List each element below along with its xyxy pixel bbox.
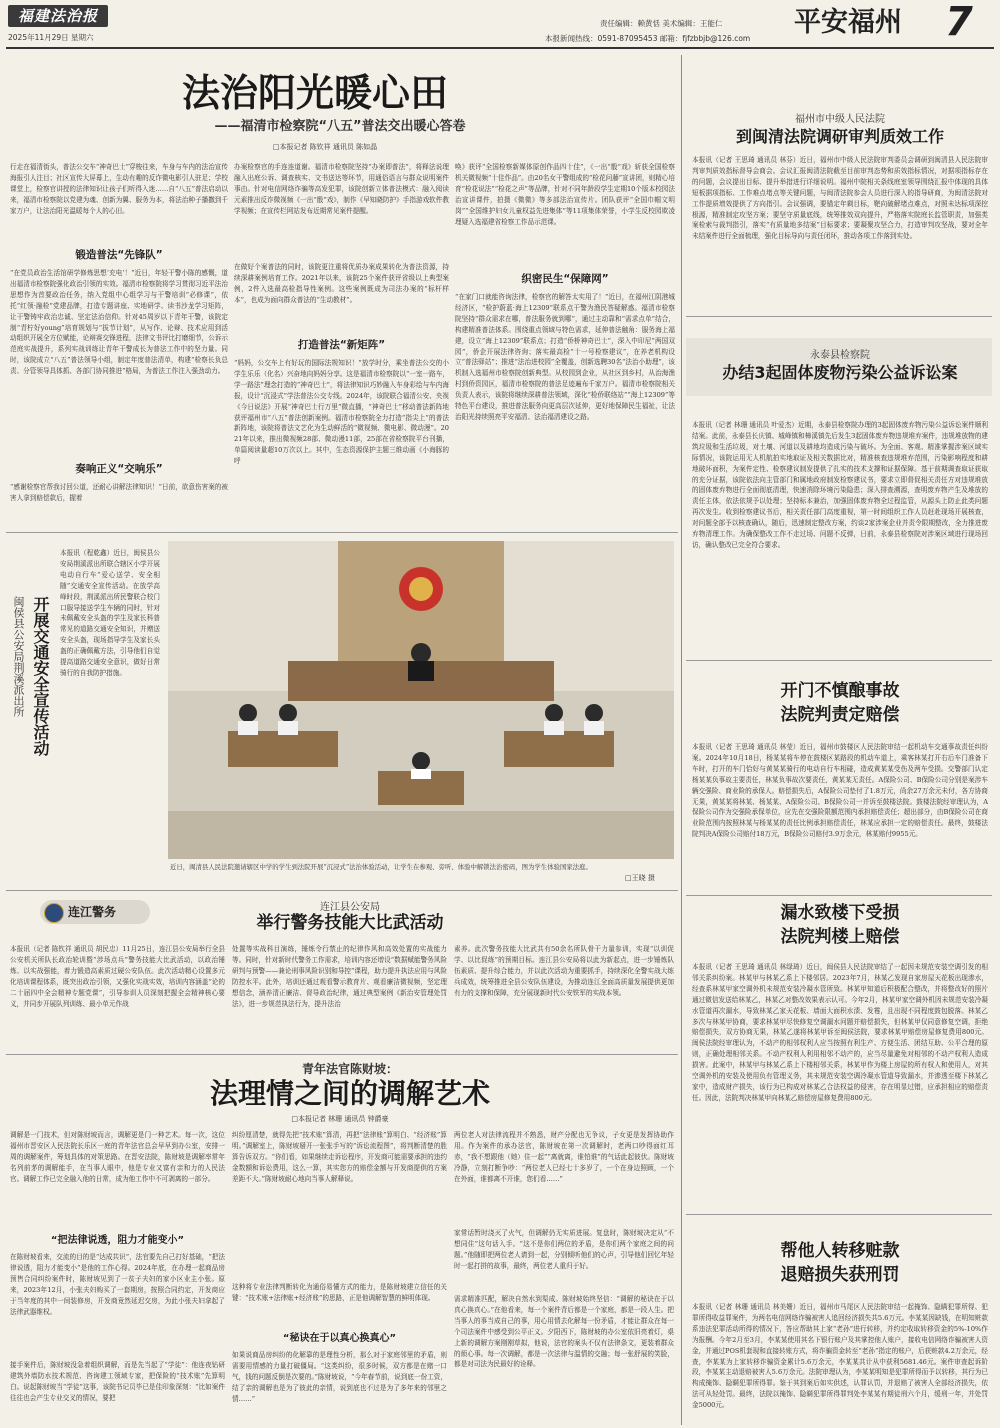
- editor-line: 责任编辑：赖黄恬 美术编辑：王能仁: [600, 19, 723, 28]
- police-badge-icon: [44, 903, 64, 923]
- lead-headline: 法治阳光暖心田: [181, 71, 448, 115]
- lead-paragraph: “在党员政治生活馆研学修炼思想‘充电’！”近日，年轻干警小陈的感慨，道出福清市检察院强化政治引领的实效。福清市检察院将学习贯彻习近平法治思想作为首要政治任务，纳入党组中心组学习与干警培训“必修课”，依托“红领·融检”党建品牌，打造专题讲座、实地研学、读书沙龙学习矩阵，让干警铸牢政治忠诚、坚定法治信仰。针对45周岁以下青年干警，该院定制“青柠好young”培育规划与“拔节计划”，从写作、论辩、技术应用到活动组织开展全方位赋能，论辩赛交锋进程，法律文书评比打磨细节，公诉示范庭实战提升，系列实战训练让青年干警成长为普法工作中的坚力量。同时，该院成立“八五”普法领导小组，制定年度普法清单，构建“检察长负总责、分管领导具体抓、各部门协同推进”格局，为普法工作注入强劲动力。: [10, 269, 228, 376]
- lianjiang-col3: 素养。此次警务技能大比武共有50余名所队骨干力量参训，实现“以训促学、以比促练”的预期目标。连江县公安局将以此为新起点，进一步锤炼队伍素质、提升综合能力，并以此次活动为重要抓手，持续深化全警实战大练兵成效，统筹推进全县公安队伍建设，为推动连江全面高质量发展提供更加有力的支撑和保障，充分展现新时代公安铁军的实战本领。: [454, 945, 674, 997]
- court-kicker: 福州市中级人民法院: [795, 114, 885, 125]
- photo-caption: 近日，闽清县人民法院邀请辖区中学的学生到法院开展“沉浸式”法治体验活动，让学生在参观、旁听、体验中解锁法治密码，图为学生体验国家法庭。: [170, 863, 592, 871]
- section-heading: 织密民生“保障网”: [521, 273, 609, 285]
- article-divider: [6, 890, 678, 891]
- section-heading: 奏响正义“交响乐”: [75, 463, 163, 475]
- courtroom-photo: [168, 541, 674, 859]
- judge-paragraph: 需求精准匹配，解决自然水到渠成。陈财坡始终坚信：“调解的秘诀在于以真心换真心。”在他看来，每一个案件背后都是一个家庭，都是一段人生。把当事人的事当成自己的事，用心用情去化解每一份矛盾，才能让群众在每一个司法案件中感受到公平正义。夕阳西下，陈财坡的办公室依旧亮着灯，桌上新的调解方案刚刚草拟，他说，法官的案头不仅有法律条文，更装着群众的烦心事。每一次调解，都是一次法律与温情的交融；每一张舒展的笑脸，都是对司法为民最好的诠释。: [454, 1295, 674, 1369]
- lianjiang-badge: [40, 900, 150, 924]
- section-heading: 锻造普法“先锋队”: [75, 249, 163, 261]
- minqing-headline: 开展交通安全宣传活动: [31, 596, 50, 756]
- judge-paragraph: 纠纷厘清楚，就得先把“技术账”算清，再把“法律账”算明白、“经济账”算明。”调解室上，陈财坡掰开一张张手写的“诉讼流程图”，将判断清楚的胜算告诉双方。“你们看，如果继续走诉讼程序，开发商可能需要承担的违约金数额和诉讼费用，这么一算，其实您方的赔偿金额与开发商提供的方案差距不大。”陈财坡耐心地向当事人解释说。: [232, 1131, 447, 1183]
- page-number: 7: [945, 0, 973, 45]
- article-divider: [686, 1214, 992, 1215]
- judge-paragraph: 这种将专业法律判断转化为通俗易懂方式的能力，是陈财坡建立信任的关键：“技术账+法律账+经济账”的思路，正是他调解智慧的鲜明体现。: [232, 1283, 447, 1302]
- lianjiang-col2: 处置等实战科目演练，锤炼令行禁止的纪律作风和高效处置的实战能力等。同时，针对新时代警务工作需求，培训内容还增设“数据赋能警务风险研判与预警——兼论刑事风险识别和导控”课程，助力提升执法应用与风险防控水平。此外，培训还通过观看警示教育片、观看廉洁微视频，坚定理想信念，涵养清正廉洁、督导政治纪律，通过典型案例《新治安管理处罚法》，进一步规范执法行为，提升法治: [232, 945, 447, 1008]
- lead-paragraph: 行走在福清街头，普法公交车“神奇巴士”穿梭往来，车身与车内的法治宣传海报引人注目；社区宣传大屏幕上，生动有趣的反诈微电影引人驻足；学校课堂上，检察官讲授的法律知识让孩子们听得入迷……自“八五”普法启动以来，福清市检察院以党建为魂、创新为翼、服务为本，将法治种子播撒到千家万户，让法治阳光温暖每个人的心田。: [10, 163, 228, 215]
- lianjiang-logo-text: 连江警务: [68, 905, 117, 919]
- judge-paragraph: 两位老人对法律流程并不熟悉，财产分配也无争议，子女更是发挥协助作用。作为案件的承办法官，陈财坡在第一次调解时，老两口吵得面红耳赤，“我不想跟他（她）住一起”“离就离，谁怕谁”的气话此起彼伏。陈财坡冷静，立刻打断争吵：“两位老人已经七十多岁了，一个在身边照顾，一个在外面，谁都离不开谁，您们看……”: [454, 1131, 674, 1183]
- negligent-headline-line1: 开门不慎酿事故: [780, 681, 900, 701]
- lead-paragraph: “妈妈，公交车上有好玩的国际法规知识！”放学时分，乘坐普法公交的小学生乐乐（化名）兴奋地向妈妈分享。这是福清市检察院以“一室一路车，学一路法”理念打造的“神奇巴士”，将法律知识巧妙融入车身彩绘与车内海报，设计“沉浸式”学法普法公交专线。2024年，该院联合福清公安、央视《今日说法》开展“神奇巴士行万里”微直播，“神奇巴士”移动普法新阵地获评福州市“八五”普法创新案例。福清市检察院全力打造“指尖上”的普法新阵地，该院将普法文艺化为生动鲜活的“微视频、微电影、微动漫”。2021年以来，推出微视频28部、微动漫11部，25部在省检察院平台刊播，单篇阅读量超10万次以上。其中，生态资源保护主题三维动画《小海豚的呼: [234, 359, 449, 466]
- fraud-headline-line2: 退赔损失获刑罚: [780, 1265, 900, 1285]
- minqing-kicker: 闽侯县公安局荆溪派出所: [12, 596, 25, 717]
- article-divider: [686, 316, 992, 317]
- yongtai-headline: 办结3起固体废物污染公益诉讼案: [722, 363, 958, 382]
- lead-subhead: ——福清市检察院“八五”普法交出暖心答卷: [214, 119, 466, 134]
- judge-headline: 法理情之间的调解艺术: [209, 1077, 490, 1110]
- lead-paragraph: 唤》获评“全国检察新媒体原创作品四十佳”，《一出“骰”戏》斩获全国检察机关微视频“十佳作品”。由20名女干警组成的“检花问藤”宣讲团，则精心培育“检花说法”“检花之声”等品牌，针对不同年龄段学生定期10个版本校园法治宣讲课件，拍摄《微微》等多部法治宣传片。团队获评“全国巾帼文明岗”“全国维护妇女儿童权益先进集体”等11项集体荣誉，小学生反校园欺凌理疑入选福建省检察工作品示范课。: [455, 163, 675, 226]
- fraud-body: 本报讯（记者 林珊 通讯员 林美姗）近日，福州市马尾区人民法院审结一起掩饰、隐瞒犯罪所得、犯罪所得收益罪案件，为两名电信网络诈骗被害人追回经济损失共5.6万元。李某某因缺钱，在明知赃款系违法犯罪活动所得的情况下，答应帮助其上家“老孙”进行转移，并约定收取转移资金的5%-10%作为报酬。今年2月至3月，李某某使用其名下银行账户及其掌控他人账户，接收电信网络诈骗被害人资金，并通过POS机套现和直接转账方式，将诈骗资金转至“老孙”指定的账户，后获赃款4.2万余元，经查，李某某为上家转移诈骗资金累计5.6万余元，李某某共计从中获利5681.46元。案件审查起诉阶段，李某某主动退赔被害人5.6万余元。法院审理认为，李某某明知是犯罪所得而予以转移，其行为已构成掩饰、隐瞒犯罪所得罪。鉴于其到案后如实供述，认罪认罚，并退赔了被害人全部经济损失，依法可从轻处罚。最终，法院以掩饰、隐瞒犯罪所得罪判处李某某有期徒刑六个月，缓刑一年，并处罚金5000元。: [692, 1303, 988, 1410]
- lead-paragraph: 在做好个案普法的同时，该院更注重将优质办案成果转化为普法资源，持续深耕案例培育工作。2021年以来，该院25个案件获评省级以上典型案例，2件入选最高检指导性案例。这些案例既成为司法办案的“标杆样本”，也成为面向群众普法的“生动教材”。: [234, 263, 449, 304]
- judge-paragraph: 家常话暂时浇灭了火气，但调解仍无实质进展。复盘时，陈财坡决定从“不想同住”这句话入手。“这不是你们两位的矛盾，是你们两个家庭之间的问题。”他随即把两位老人请到一起，分别倾听他们的心声，引导他们回忆年轻时一起打拼的故事，最终，两位老人重归于好。: [454, 1229, 674, 1270]
- issue-date: 2025年11月29日 星期六: [8, 33, 94, 42]
- lianjiang-kicker: 连江县公安局: [320, 902, 380, 913]
- photo-credit: □王晓 摄: [625, 874, 655, 882]
- lead-paragraph: “感谢检察官帮我讨回公道，还耐心讲解法律知识！”日前，欲意伤害案的被害人拿到赔偿款后，握着: [10, 483, 228, 502]
- article-divider: [686, 660, 992, 661]
- news-hotline: 本报新闻热线：0591-87095453 邮箱：fjfzbbjb@126.com: [545, 34, 751, 43]
- lianjiang-col1: 本报讯（记者 陈钦祥 通讯员 胡民忠）11月25日，连江县公安局举行全县公安机关所队长政治轮训暨“涉场点兵”警务技能大比武活动，以政治锤炼、以实战强能，着力锻造高素质过硬公安队伍。此次活动精心设置多元化培训课程体系，既突出政治引领，又强化实战实效，培训内容涵盖“论的二十届四中全会精神专题党课”，引导参训人员深刻把握全会精神核心要义，并同步开展队列训练、最小单元作战: [10, 945, 225, 1008]
- judge-paragraph: 调解是一门技术，但对陈财坡而言，调解更是门一种艺术。每一次，这位福州市晋安区人民法院长乐区一庭的青年法官总会早早到办公室，安排一周的调解案件，筹划具体的对策思路。在晋安法院，陈财坡是调解率常年名列前茅的调解能手，在当事人眼中，他是专业又富有亲和力的人民法官。调解工作已完全融入他的日常，成为他工作中不可剥离的一部分。: [10, 1131, 225, 1183]
- judge-paragraph: 在陈财坡看来，交流的目的是“达成共识”，法官要先自己打好基础，“把法律说透，阻力才能变小”是他的工作心得。2024年底，在办理一起商品房预售合同纠纷案件时，陈财坡见到了一贫子夫妇的家小区业主小张。原来，2023年12月，小张夫妇购买了一套期房，按照合同约定，开发商应于当年度的其中一间装修房，开发商竟然延迟交房，为此小张夫妇拿起了法律武器维权。: [10, 1253, 225, 1316]
- section-name: 平安福州: [794, 7, 902, 38]
- section-heading: “把法律说透，阻力才能变小”: [50, 1235, 185, 1246]
- judge-paragraph: 接手案件后，陈财坡没急着组织调解，而是先当起了“学徒”：他连夜钻研建筑外墙防水技术规范、咨询建工领域专家，把保险的“技术账”先算明白。说起陈财坡当“学徒”这事，该院书记员毕已是佳印象深刻：“比如案件往往也会产生专业交叉的情况，要把: [10, 1361, 225, 1402]
- lianjiang-headline: 举行警务技能大比武活动: [256, 913, 444, 933]
- article-divider: [6, 532, 678, 533]
- leak-body: 本报讯（记者 王思琦 通讯员 林绿琦）近日，闽侯县人民法院审结了一起因未规范安装空调引发的相邻关系纠纷案。林某甲与林某乙系上下楼邻居。2023年7月，林某乙发现自家房屋天花板出现渗水，经查系林某甲家空调外机未规范安装冷凝水管所致。林某甲知道后积极配合整改，并将整改好的照片通过微信发送给林某乙，林某乙对整改效果表示认可。今年2月，林某甲家空调外机因未规范安装冷凝水管道再次漏水，导致林某乙家天花板、墙面大面积水渍、发霉，且出现不同程度鼓包脱落。林某乙多次与林某甲协商，要求林某甲尽快修复空调漏水问题并赔偿损失，但林某甲仅同意修复空调，拒绝赔偿损失，双方协商无果，林某乙遂将林某甲诉至闽侯法院，要求林某甲赔偿房屋修复费用800元。闽侯法院经审理认为，不动产的相邻权利人应当按照有利生产、方便生活、团结互助、公平合理的原则，正确处理相邻关系。不动产权利人利用相邻不动产的，应当尽量避免对相邻的不动产权利人造成损害。此案中，林某甲与林某乙系上下楼相邻关系，林某甲作为楼上房屋的所有权人和使用人，对其空调外机的安装及使用负有管理义务，其未规范安装空调冷凝水管道导致漏水，并渗透至楼下林某乙家中，造成财产损失，该行为已构成对林某乙合法权益的侵害，存在明显过错，应承担相应的赔偿责任。因此，法院判决林某甲向林某乙赔偿房屋修复费用800元。: [692, 963, 988, 1102]
- article-divider: [6, 1054, 678, 1055]
- masthead-logo: [8, 5, 108, 27]
- judge-byline: □本报记者 林珊 通讯员 钟爵豪: [291, 1115, 389, 1123]
- leak-headline-line2: 法院判楼上赔偿: [780, 927, 900, 947]
- section-heading: “秘诀在于以真心换真心”: [282, 1333, 397, 1344]
- negligent-body: 本报讯（记者 王思琦 通讯员 林莹）近日，福州市鼓楼区人民法院审结一起机动车交通事故责任纠纷案。2024年10月18日，杨某某将车停在鼓楼区某路段的机动车道上，乘客林某打开右后车门准备下车时，打开的车门恰好与黄某某骑行的电动自行车相碰，造成黄某某受伤及两车受损。交警部门认定杨某某负事故主要责任，林某负事故次要责任，黄某某无责任。A保险公司、B保险公司分别是案涉车辆交强险、商业险的承保人。赔偿损失后，A保险公司垫付了1.8万元，尚余27万余元未付，各方协商无果，黄某某将林某、杨某某、A保险公司、B保险公司一并诉至鼓楼法院。鼓楼法院经审理认为，A保险公司作为交强险承保单位，应先在交强险限额范围内承担赔偿责任；超出部分，由B保险公司在商业险范围内按照林某与杨某某的责任比例承担赔偿责任，林某应承担一定的赔偿责任。最终，鼓楼法院判决A保险公司赔付18万元，B保险公司赔付3.9万余元，林某赔付9955元。: [692, 743, 988, 839]
- judge-paragraph: 如果说商品房纠纷的化解靠的是理性分析，那么对于家庭邻里的矛盾，则需要用情感的力量打破僵局。“这类纠纷，很多时候，双方都是在赌一口气，钱的问题反倒是次要的。”陈财坡说，“今年春节前，说到底一份工资，结了亲的调解也是为了彼此的亲情，说到底也不过是为了多年来的邻里之情……”: [232, 1351, 447, 1403]
- courtroom-illustration: [168, 541, 674, 859]
- lead-paragraph: 办案检察官的手连连道谢。福清市检察院坚持“办案即普法”，将释法说理融入出庭公诉、调查核实、文书送达等环节，用通俗语言与群众说明案件事由。针对电信网络诈骗等高发犯罪，该院创新立体普法模式：融入阅读元素推出反诈微视频《一出“骰”戏》，制作《早知晓防护》手指游戏软件教学视频；在宣传栏网站发布近期常见案件提醒。: [234, 163, 449, 215]
- court-body: 本报讯（记者 王思琦 通讯员 林芬）近日，福州市中级人民法院审判委员会调研到闽清县人民法院审判审判质效指标督导会商会。会议汇报闽清法院截至目前审判态势和质效指标情况，对据项指标存在的问题，会议提出目标、提升举措进行详细说明。福州中院相关条线庭室领导围绕汇报中体现的具体短板据项指标、工作难点堵点等关键问题，与闽清法院参会人员进行深入的指导研商，为闽清法院对工作提质增效提供了方向指引。会议强调，要锚定年剩目标，靶向破解堵点难点，对照未达标项深挖根源，精准制定攻坚方案；要坚守质量底线，统筹推效双向提升，严格落实院庭长监管职责，加强类案检索与裁判指引，落实“有质量地多结案”目标要求；要凝聚攻坚合力，打造审判攻坚战，要对全年未结案件进行全面梳理，强化目标导向与责任闭环，推动各项工作落到实处。: [692, 156, 988, 241]
- lead-paragraph: “在家门口就能咨询法律，检察官的解答太实用了！”近日，在福州江阴港城经济区，“检护蔚蓝·海上12309”联系点干警为渔民答疑解惑。福清市检察院坚持“群众需求在哪，普法服务就到哪”，通过主动靠和“需求点单”结合，构建精准普法体系。围绕重点领域与特色需求，延伸普法触角：服务海上福建，设立“海上12309”联系点；打造“侨桥神奇巴士”，深入中印尼“两国双园”，侨企开展法律咨询；落实最高检“十一号检察建议”，在养老机构设立“普法驿站”；推进“法治进校园”全覆盖，创新选聘30名“法治小助理”，该机制入选福州市检察院创新典型。从校园到企业，从社区到乡村，从治海渔村到侨资园区，福清市检察院的普法足迹遍布千家万户。福清市检察院相关负责人表示，该院将继续深耕普法领域，深化“检侨联络站”“海上12309”等特色平台建设，推进普法服务向更高层次延伸，更好地保障民生福祉，让法治阳光持续照亮平安福清、法治福清建设之路。: [455, 293, 675, 421]
- court-headline: 到闽清法院调研审判质效工作: [735, 127, 944, 146]
- judge-kicker: 青年法官陈财坡：: [301, 1062, 398, 1076]
- section-heading: 打造普法“新矩阵”: [297, 339, 386, 351]
- yongtai-kicker: 永泰县检察院: [810, 350, 870, 361]
- minqing-body: 本报讯（程乾鑫）近日，闽侯县公安局荆溪派出所联合辖区小学开展电动自行车“爱心送学、安全相随”交通安全宣传活动。在放学高峰时段，荆溪派出所民警联合校门口服导接送学生车辆的同时，针对未佩戴安全头盔的学生及家长科普常见的道路交通安全知识，并赠送安全头盔，现场指导学生及家长头盔的正确佩戴方法，引导他们自觉提高道路交通安全意识，做好日常骑行的自我防护措施。: [60, 549, 160, 677]
- negligent-headline-line2: 法院判责定赔偿: [780, 705, 900, 725]
- column-divider: [681, 55, 682, 1425]
- leak-headline-line1: 漏水致楼下受损: [780, 903, 900, 923]
- masthead-rule: [6, 47, 994, 49]
- fraud-headline-line1: 帮他人转移赃款: [780, 1241, 900, 1261]
- yongtai-body: 本报讯（记者 林珊 通讯员 叶爱杰）近期，永泰县检察院办理的3起固体废弃物污染公益诉讼案件顺利结案。此前，永泰县长庆镇、城峰镇和樟溪镇先后发生3起固体废弃物违规堆弃案件，违规堆放物的建筑垃圾和生活垃圾，对土壤、河道以及耕地均造成污染与破坏。为全面、客观、精准掌握涉案区域实际情况，该院运用无人机航拍实地取证及相关数据比对，精准核查违规堆弃范围，污染影响程度和耕地破坏面积，为案件定性、检察建议制发提供了扎实的技术支撑和证据保障。基于前期调查取证获取的充分证据，该院依法向主管部门和属地政府制发检察建议书，要求立即督促相关责任方对违规堆放的固体废弃物进行全面彻底清理，快速消除环境污染隐患；深入排查溯源，查明废弃物产生及堆放的责任主体，依法依规予以处理；坚持标本兼治，加强固体废弃物全过程监管，从源头上防止此类问题再次发生。收到检察建议书后，相关责任部门高度重视，第一时间组织工作人员赶赴现场开展核查，对问题全部予以核查确认，随后，迅速制定整改方案，约谈2家涉案企业并责令限期整改，全力推进废弃物清理工作。为确保整改工作不走过场、问题不反弹，日前，永泰县检察院对涉案区域进行现场回访，确认整改已完全符合要求。: [692, 421, 988, 549]
- lead-byline: □本报记者 陈钦祥 通讯员 陈如晶: [272, 143, 378, 151]
- article-divider: [686, 895, 992, 896]
- masthead-logo-text: 福建法治报: [17, 7, 98, 25]
